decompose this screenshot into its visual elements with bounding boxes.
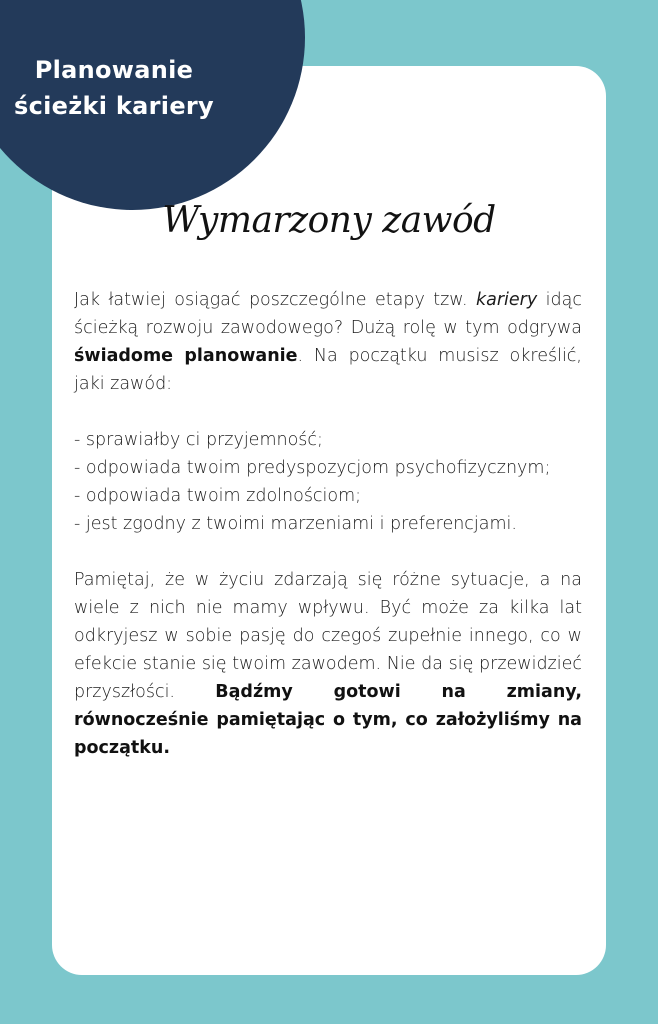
intro-text-1: Jak łatwiej osiągać poszczególne etapy tzw. [74,290,476,310]
article-body [74,286,582,762]
intro-paragraph [74,286,582,398]
outro-bold: Bądźmy gotowi na zmiany, równocześnie pamiętając o tym, co założyliśmy na początku. [74,682,582,758]
list-item: - odpowiada twoim predyspozycjom psychofizycznym; [74,458,551,478]
list-item: - odpowiada twoim zdolnościom; [74,486,362,506]
intro-text-2: idąc ścieżką rozwoju zawodowego? Dużą rolę w tym odgrywa [74,290,582,338]
list-item: - sprawiałby ci przyjemność; [74,430,323,450]
intro-italic: kariery [476,290,538,310]
page-title: Wymarzony zawód [162,200,496,241]
list-item: - jest zgodny z twoimi marzeniami i preferencjami. [74,514,517,534]
outro-text: Pamiętaj, że w życiu zdarzają się różne sytuacje, a na wiele z nich nie mamy wpływu. Być może za kilka lat odkryjesz w sobie pasję do czegoś zupełnie innego, co w efekcie stanie się twoim zawodem. Nie da się przewidzieć przyszłości. [74,570,582,702]
badge-line-2: ścieżki kariery [13,92,214,120]
intro-text-3: . Na początku musisz określić, jaki zawód: [74,346,582,394]
intro-bold: świadome planowanie [74,346,298,366]
outro-paragraph [74,566,582,762]
badge-line-1: Planowanie [34,56,194,84]
badge-title [0,52,228,124]
